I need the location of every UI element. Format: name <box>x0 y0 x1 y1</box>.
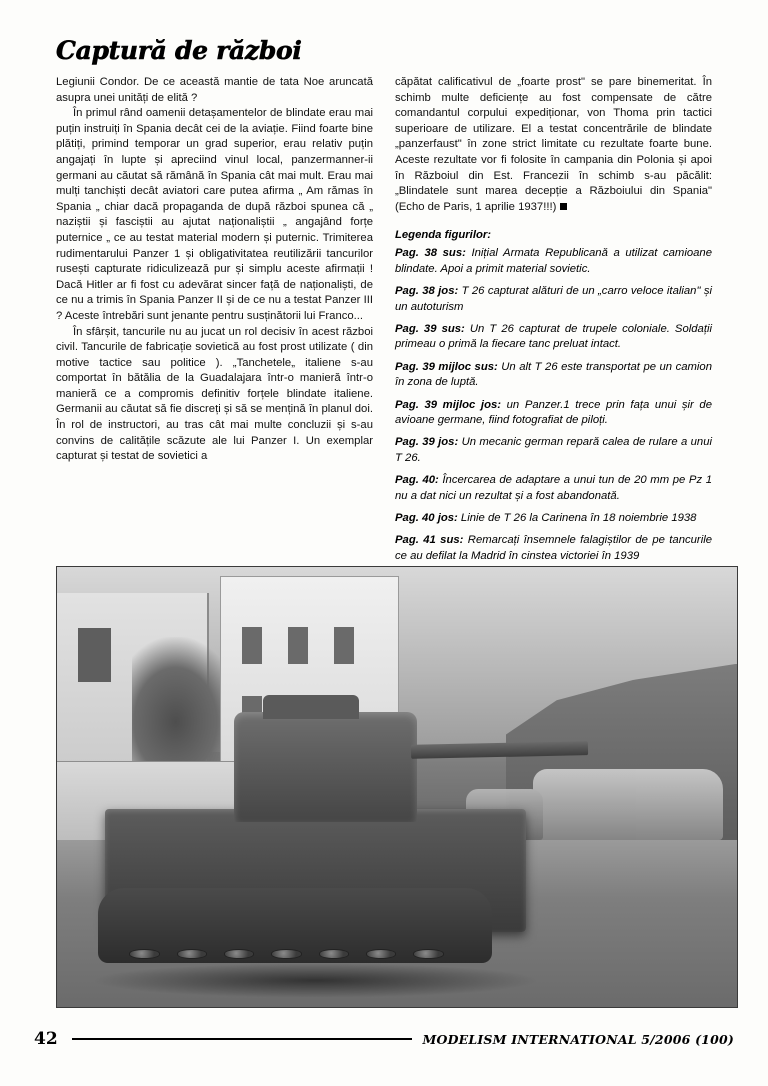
photo-window <box>288 627 307 664</box>
paragraph-text: căpătat calificativul de „foarte prost" se pare binemeritat. În schimb multe deficiențe au fost compensate de către comandantul corpului expediționar, von Thoma prin tactici superioare de utilizare. El a testat concentrările de blindate „panzerfaust" în zone strict limitate cu rezultate foarte bune. Aceste rezultate vor fi folosite în campania din Polonia și apoi în Războiul din Est. Francezii în schimb s-au păcălit: „Blindatele sunt marea decepție a Războiului din Spania" (Echo de Paris, 1 aprilie 1937!!!) <box>395 76 712 213</box>
legend-item-text: Un T 26 capturat de trupele coloniale. Soldații primeau o primă la fiecare tanc preluat intact. <box>395 322 712 351</box>
legend-item <box>395 360 712 391</box>
legend-item-label: Pag. 39 jos: <box>395 436 459 449</box>
legend-heading: Legenda figurilor: <box>395 229 492 242</box>
article-columns <box>56 75 712 631</box>
paragraph: Legiunii Condor. De ce această mantie de tata Noe aruncată asupra unei unități de elită ? <box>56 76 373 104</box>
legend-item-label: Pag. 38 jos: <box>395 285 459 298</box>
photo-window <box>242 627 261 664</box>
legend-item-text: T 26 capturat alături de un „carro veloce italian" și un autoturism <box>395 285 712 313</box>
footer-divider <box>72 1038 413 1040</box>
legend-item-text: Un alt T 26 este transportat pe un camion în zona de luptă. <box>395 360 712 389</box>
paragraph <box>395 75 712 215</box>
paragraph: În sfârșit, tancurile nu au jucat un rol decisiv în acest război civil. Tancurile de fabricație sovietică au fost prost utilizate ( din motive tactice sau politice ). „Tanchetele„ italiene s-au comportat în bătălia de la Guadalajara într-o manieră într-o manieră ce a compromis definitiv forțele blindate italiene. Germanii au căutat să fie discreți și să se mențină în planul doi. În rol de instructori, au tras cât mai multe concluzii și s-au convins de calitățile scăzute ale lui Panzer I. Un exemplar capturat și testat de sovietici a <box>56 325 373 463</box>
photo-turret-marking <box>261 690 349 734</box>
legend-item-label: Pag. 40: <box>395 474 439 487</box>
end-mark <box>560 203 567 210</box>
legend-item-label: Pag. 40 jos: <box>395 512 458 525</box>
legend-item-label: Pag. 39 sus: <box>395 322 465 335</box>
photo-tank-tracks <box>98 888 492 963</box>
legend-item-text: Remarcați însemnele falagiștilor de pe tancurile ce au defilat la Madrid în cinstea victoriei în 1939 <box>395 534 712 562</box>
legend-item <box>395 533 712 564</box>
legend-item-text: Linie de T 26 la Carinena în 18 noiembrie 1938 <box>457 512 697 525</box>
legend-item <box>395 284 712 315</box>
photo-tank-shadow <box>91 963 540 998</box>
photo-tank-wheel <box>177 949 207 958</box>
photo-image <box>57 567 737 1007</box>
legend-item-label: Pag. 39 mijloc jos: <box>395 398 502 411</box>
photo-tank-wheel <box>319 949 349 958</box>
photo-vehicles <box>533 769 723 839</box>
legend-item <box>395 511 712 526</box>
legend-item-text: un Panzer.1 trece prin fața unui șir de avioane germane, fiind fotografiat de piloți. <box>395 398 712 426</box>
photo-tank-wheel <box>366 949 396 958</box>
photo-window <box>334 627 353 664</box>
legend-item-label: Pag. 38 sus: <box>395 247 466 260</box>
paragraph: În primul rând oamenii detașamentelor de blindate erau mai puțin instruiți în Spania decât cei de la aviație. Fiind foarte bine plătiți, primind temporar un grad superior, erau relativ puțin angajați în lupte și apreciind vinul local, panzermanner-ii germani au căutat să rămână în Spania cât mai mult. Erau mai mulți tanchiști decât aviatori care putea afirma „ Am rămas în Spania „ chiar dacă propaganda de după război spunea că „ naziștii și fasciștii au ajutat naționaliștii „ angajând forțe puternice „ ce au testat material modern și puternic. Trimiterea rudimentarului Panzer 1 și obligativitatea reutilizării tancurilor rusești capturate ridiculizează pur și simplu aceste afirmații ! Dacă Hitler ar fi fost cu adevărat sincer față de naționaliști, de ce nu a trimis în Spania Panzer II și de ce nu a testat Panzer III ? Aceste întrebări sunt jenante pentru susținătorii lui Franco... <box>56 107 373 322</box>
legend-item-text: Un mecanic german repară calea de rulare a unui T 26. <box>395 436 712 464</box>
page-footer <box>34 1026 734 1052</box>
legend-item <box>395 322 712 353</box>
page-number: 42 <box>34 1029 58 1049</box>
photo-tank-wheel <box>129 949 159 958</box>
page-title: Captură de război <box>56 36 302 65</box>
right-column <box>395 75 712 631</box>
legend-item-label: Pag. 39 mijloc sus: <box>395 360 498 373</box>
photo-tank-wheel <box>271 949 301 958</box>
legend-item <box>395 435 712 466</box>
legend-item-label: Pag. 41 sus: <box>395 534 464 547</box>
photo-figure <box>56 566 738 1008</box>
photo-tank-wheel <box>413 949 443 958</box>
legend-item <box>395 398 712 429</box>
legend-item <box>395 473 712 504</box>
legend-item <box>395 246 712 277</box>
photo-tank-wheel <box>224 949 254 958</box>
legend-item-text: Inițial Armata Republicană a utilizat camioane blindate. Apoi a primit material sovietic. <box>395 247 712 275</box>
legend-item-text: Încercarea de adaptare a unui tun de 20 mm pe Pz 1 nu a dat nici un rezultat și a fost abandonată. <box>395 474 712 502</box>
left-column <box>56 75 373 631</box>
publication-title: MODELISM INTERNATIONAL 5/2006 (100) <box>422 1031 734 1047</box>
